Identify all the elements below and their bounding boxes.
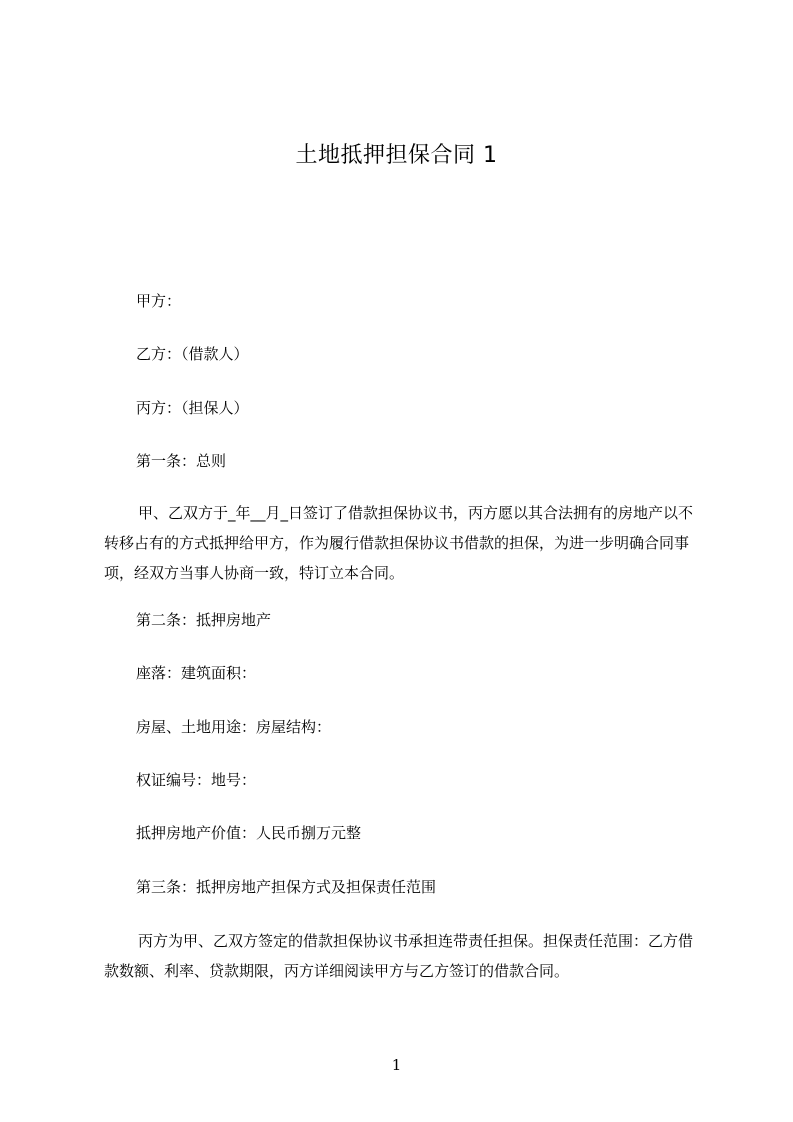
article-1-body: 甲、乙双方于_年__月_日签订了借款担保协议书，丙方愿以其合法拥有的房地产以不转移占有的方式抵押给甲方，作为履行借款担保协议书借款的担保，为进一步明确合同事项，经双方当事人协商一致，特订立本合同。 (104, 504, 694, 582)
article-1-heading: 第一条：总则 (136, 452, 227, 470)
location-area-line: 座落：建筑面积： (136, 664, 257, 682)
usage-structure-line: 房屋、土地用途：房屋结构： (136, 718, 332, 736)
document-title: 土地抵押担保合同 1 (295, 143, 498, 168)
article-2-heading: 第二条：抵押房地产 (136, 611, 272, 629)
party-a-line: 甲方： (136, 292, 182, 310)
page-number: 1 (391, 1056, 402, 1074)
article-3-heading: 第三条：抵押房地产担保方式及担保责任范围 (136, 878, 437, 896)
article-3-body: 丙方为甲、乙双方签定的借款担保协议书承担连带责任担保。担保责任范围：乙方借款数额、利率、贷款期限，丙方详细阅读甲方与乙方签订的借款合同。 (104, 932, 694, 980)
party-c-line: 丙方：（担保人） (136, 399, 249, 417)
party-b-line: 乙方：（借款人） (136, 345, 249, 363)
property-value-line: 抵押房地产价值：人民币捌万元整 (136, 824, 362, 842)
certificate-lot-line: 权证编号：地号： (136, 771, 257, 789)
